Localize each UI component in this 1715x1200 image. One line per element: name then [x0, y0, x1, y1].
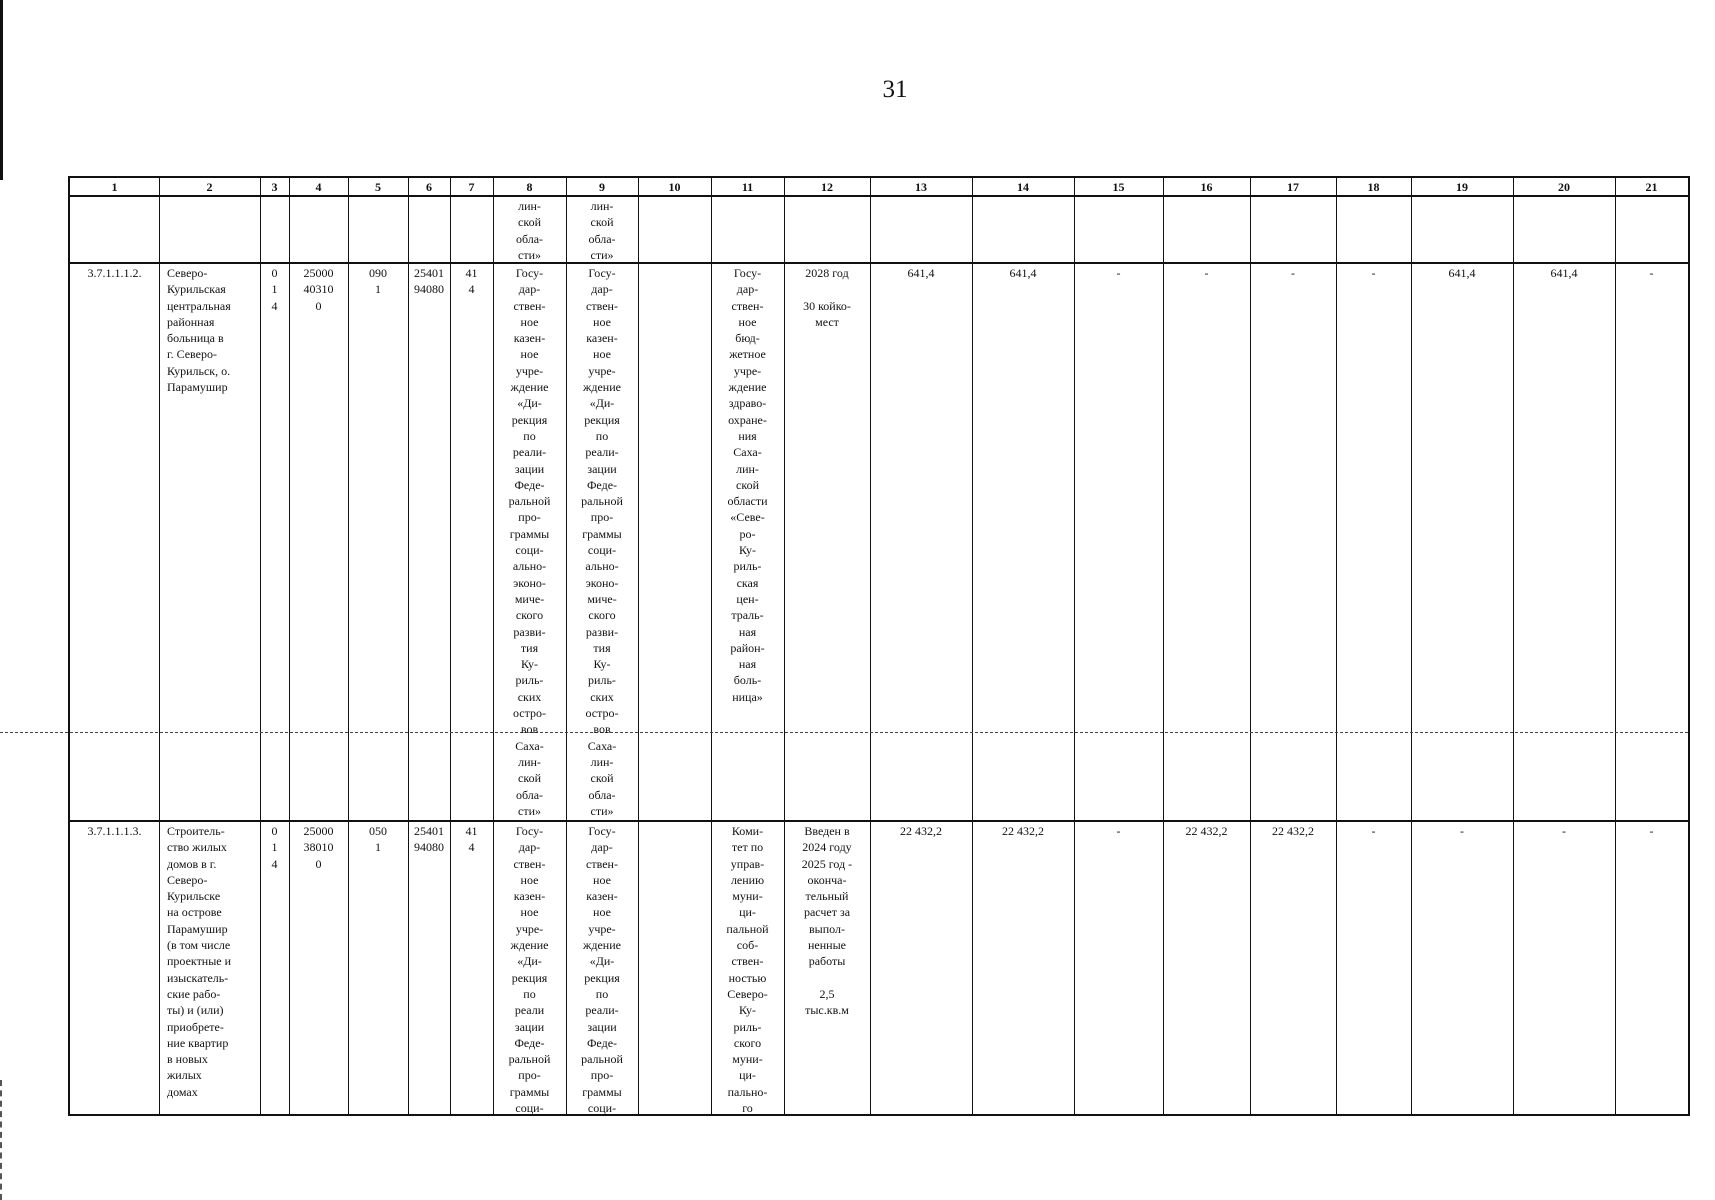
budget-table	[68, 176, 1690, 1116]
row2-col6: 25401 94080	[414, 824, 444, 855]
row2-customer: Госу- дар- ствен- ное казен- ное учре- ждение «Ди- рекция по реали зации Феде- ральной про- граммы соци-	[508, 824, 551, 1116]
page-edge-mark-lower	[0, 1080, 4, 1200]
col-rule	[1074, 178, 1075, 1114]
header-col-3: 3	[271, 180, 278, 194]
row1-col17: -	[1291, 266, 1295, 280]
row1-col13: 641,4	[907, 266, 935, 280]
row1-developer: Госу- дар- ствен- ное казен- ное учре- ждение «Ди- рекция по реали- зации Феде- ральной про- граммы соци- ально- эконо- миче- ского разви- тия Ку- риль- ских остро- вов Саха- лин- ской обла- сти»	[581, 266, 623, 818]
row1-code: 3.7.1.1.1.2.	[87, 266, 142, 280]
row2-col13: 22 432,2	[900, 824, 942, 838]
row1-col21: -	[1649, 266, 1654, 280]
row1-recipient: Госу- дар- ствен- ное бюд- жетное учре- ждение здраво- охране- ния Саха- лин- ской области «Севе- ро- Ку- риль- ская цен- траль- ная район- ная боль- ница»	[727, 266, 768, 704]
row2-code: 3.7.1.1.1.3.	[87, 824, 142, 838]
row1-col3: 0 1 4	[271, 266, 278, 313]
row1-col6: 25401 94080	[414, 266, 444, 297]
col-rule	[1250, 178, 1251, 1114]
row2-col21: -	[1649, 824, 1654, 838]
row-divider-1	[70, 262, 1688, 264]
row2-col19: -	[1460, 824, 1464, 838]
row1-col4: 25000 40310 0	[303, 266, 334, 313]
header-col-15: 15	[1112, 180, 1125, 194]
col-rule	[348, 178, 349, 1114]
col-rule	[450, 178, 451, 1114]
row2-name: Строитель- ство жилых домов в г. Северо- Курильске на острове Парамушир (в том числе проектные и изыскатель- ские рабо- ты) и (или) приобрете- ние квартир в новых жилых домах	[167, 824, 232, 1099]
header-col-20: 20	[1558, 180, 1570, 194]
row1-name: Северо- Курильская центральная районная больница в г. Северо- Курильск, о. Парамушир	[167, 266, 231, 395]
row1-col20: 641,4	[1550, 266, 1578, 280]
col-rule	[1513, 178, 1514, 1114]
row1-col15: -	[1116, 266, 1121, 280]
col-rule	[1336, 178, 1337, 1114]
row2-col3: 0 1 4	[271, 824, 278, 871]
row2-col15: -	[1116, 824, 1121, 838]
row2-col4: 25000 38010 0	[303, 824, 334, 871]
header-col-1: 1	[111, 180, 118, 194]
row1-term: 2028 год 30 койко- мест	[803, 266, 851, 329]
row2-col20: -	[1562, 824, 1566, 838]
cont-cell-9: лин- ской обла- сти»	[588, 199, 616, 262]
row-divider-2	[70, 820, 1688, 822]
col-rule	[1163, 178, 1164, 1114]
header-col-17: 17	[1287, 180, 1299, 194]
header-col-16: 16	[1200, 180, 1213, 194]
col-rule	[972, 178, 973, 1114]
row2-col17: 22 432,2	[1272, 824, 1314, 838]
col-rule	[870, 178, 871, 1114]
row1-col14: 641,4	[1009, 266, 1037, 280]
header-col-4: 4	[315, 180, 322, 194]
row1-col18: -	[1371, 266, 1376, 280]
col-rule	[159, 178, 160, 1114]
page-number: 31	[882, 76, 908, 103]
row2-col16: 22 432,2	[1185, 824, 1228, 838]
header-col-2: 2	[206, 180, 213, 194]
row1-col19: 641,4	[1448, 266, 1476, 280]
cont-cell-8: лин- ской обла- сти»	[515, 199, 544, 262]
page-break-line	[0, 732, 1688, 733]
row1-col16: -	[1204, 266, 1209, 280]
col-rule	[260, 178, 261, 1114]
row2-term: Введен в 2024 году 2025 год - оконча- тельный расчет за выпол- ненные работы 2,5 тыс.кв.м	[801, 824, 853, 1018]
header-col-12: 12	[821, 180, 833, 194]
col-rule	[289, 178, 290, 1114]
header-col-10: 10	[668, 180, 681, 194]
row2-col5: 050 1	[369, 824, 387, 855]
header-col-13: 13	[915, 180, 927, 194]
row2-col18: -	[1371, 824, 1376, 838]
row1-col5: 090 1	[369, 266, 387, 297]
row2-recipient: Коми- тет по управ- лению муни- ци- пальной соб- ствен- ностью Северо- Ку- риль- ского муни- ци- пально- го	[726, 824, 769, 1116]
row1-customer: Госу- дар- ствен- ное казен- ное учре- ждение «Ди- рекция по реали- зации Феде- ральной про- граммы соци- ально- эконо- миче- ского разви- тия Ку- риль- ских остро- вов Саха- лин- ской обла- сти»	[508, 266, 551, 818]
header-col-6: 6	[426, 180, 432, 194]
col-rule	[638, 178, 639, 1114]
header-col-14: 14	[1017, 180, 1029, 194]
header-col-11: 11	[741, 180, 754, 194]
header-divider	[70, 195, 1688, 197]
header-col-19: 19	[1456, 180, 1468, 194]
col-rule	[1615, 178, 1616, 1114]
header-col-8: 8	[526, 180, 533, 194]
header-col-21: 21	[1645, 180, 1658, 194]
header-col-9: 9	[599, 180, 605, 194]
col-rule	[1411, 178, 1412, 1114]
col-rule	[408, 178, 409, 1114]
row2-developer: Госу- дар- ствен- ное казен- ное учре- ждение «Ди- рекция по реали- зации Феде- ральной про- граммы соци-	[581, 824, 623, 1116]
header-col-7: 7	[468, 180, 475, 194]
row2-col14: 22 432,2	[1002, 824, 1044, 838]
header-col-5: 5	[375, 180, 381, 194]
row2-col7: 41 4	[465, 824, 478, 855]
row1-col7: 41 4	[465, 266, 478, 297]
header-col-18: 18	[1367, 180, 1380, 194]
